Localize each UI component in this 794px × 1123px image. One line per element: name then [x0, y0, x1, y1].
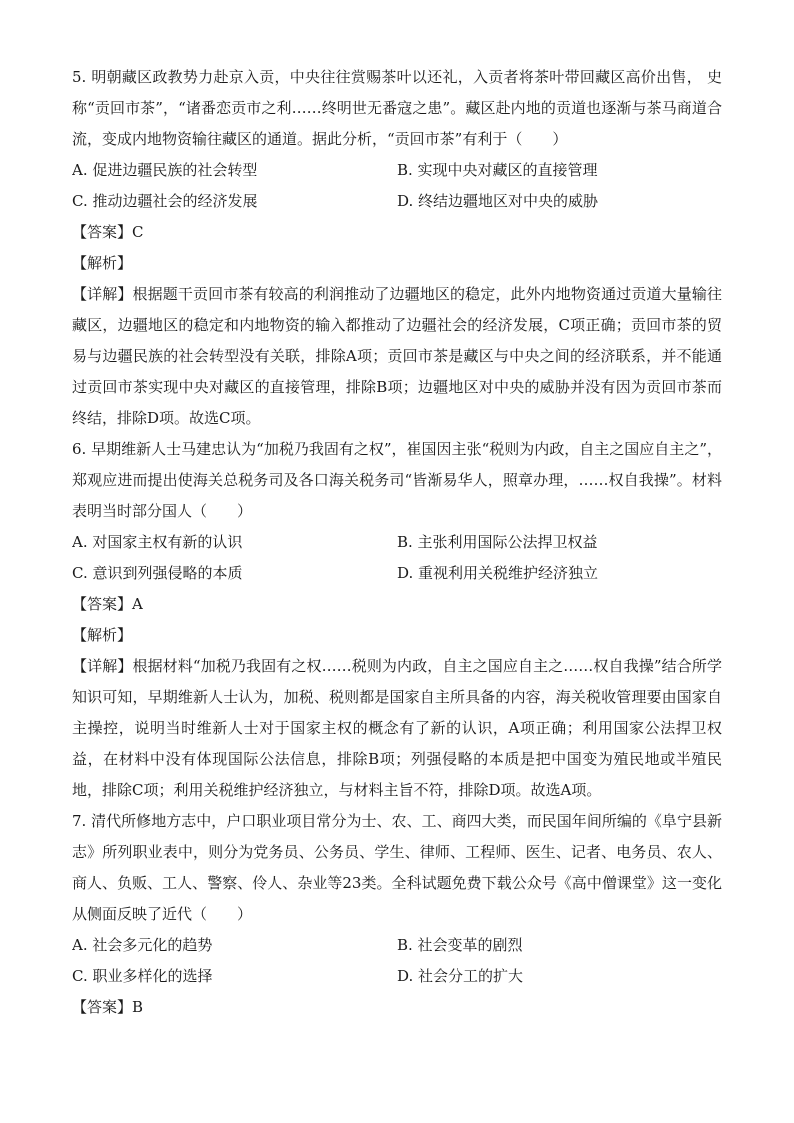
q6-detail — [72, 651, 722, 806]
q5-option-c: C. 推动边疆社会的经济发展 — [72, 192, 258, 210]
q7-option-c: C. 职业多样化的选择 — [72, 967, 213, 985]
detail-text: 根据材料“加税乃我固有之权……税则为内政，自主之国应自主之……权自我操”结合所学知识可知，早期维新人士认为，加税、税则都是国家自主所具备的内容，海关税收管理要由国家自主操控，说明当时维新人士对于国家主权的概念有了新的认识，A项正确；利用国家公法捍卫权益，在材料中没有体现国际公法信息，排除B项；列强侵略的本质是把中国变为殖民地或半殖民地，排除C项；利用关税维护经济独立，与材料主旨不符，排除D项。故选A项。 — [72, 657, 722, 799]
answer-value: C — [132, 223, 144, 241]
detail-label: 【详解】 — [72, 285, 133, 303]
q6-option-d: D. 重视利用关税维护经济独立 — [397, 564, 599, 582]
q5-detail — [72, 279, 722, 434]
question-5-stem: 5. 明朝藏区政教势力赴京入贡，中央往往赏赐茶叶以还礼，入贡者将茶叶带回藏区高价出售， 史称“贡回市茶”，“诸番恋贡市之利……终明世无番寇之患”。藏区赴内地的贡道也逐渐与茶马商道合流，变成内地物资输往藏区的通道。据此分析，“贡回市茶”有利于（ ） — [72, 68, 722, 148]
document-content — [72, 62, 722, 1023]
q7-option-d: D. 社会分工的扩大 — [397, 967, 524, 985]
answer-label: 【答案】 — [72, 998, 133, 1016]
q7-option-a: A. 社会多元化的趋势 — [72, 936, 213, 954]
q7-answer — [72, 992, 722, 1023]
question-6-options — [72, 527, 722, 589]
answer-value: B — [132, 998, 144, 1016]
detail-text: 根据题干贡回市茶有较高的利润推动了边疆地区的稳定，此外内地物资通过贡道大量输往藏区，边疆地区的稳定和内地物资的输入都推动了边疆社会的经济发展，C项正确；贡回市茶的贸易与边疆民族的社会转型没有关联，排除A项；贡回市茶是藏区与中央之间的经济联系，并不能通过贡回市茶实现中央对藏区的直接管理，排除B项；边疆地区对中央的威胁并没有因为贡回市茶而终结，排除D项。故选C项。 — [72, 285, 722, 427]
q5-option-d: D. 终结边疆地区对中央的威胁 — [397, 192, 599, 210]
answer-label: 【答案】 — [72, 223, 133, 241]
question-6-stem: 6. 早期维新人士马建忠认为“加税乃我固有之权”，崔国因主张“税则为内政，自主之国应自主之”，郑观应进而提出使海关总税务司及各口海关税务司“皆渐易华人，照章办理，……权自我操”。材料表明当时部分国人（ ） — [72, 440, 722, 520]
question-7-stem: 7. 清代所修地方志中，户口职业项目常分为士、农、工、商四大类，而民国年间所编的《阜宁县新志》所列职业表中，则分为党务员、公务员、学生、律师、工程师、医生、记者、电务员、农人、商人、负贩、工人、警察、伶人、杂业等23类。全科试题免费下载公众号《高中僧课堂》这一变化从侧面反映了近代（ ） — [72, 812, 722, 923]
q5-analysis-label: 【解析】 — [72, 254, 133, 272]
q5-answer — [72, 217, 722, 248]
q5-option-b: B. 实现中央对藏区的直接管理 — [397, 161, 598, 179]
q5-option-a: A. 促进边疆民族的社会转型 — [72, 161, 258, 179]
q7-option-b: B. 社会变革的剧烈 — [397, 936, 523, 954]
detail-label: 【详解】 — [72, 657, 133, 675]
answer-label: 【答案】 — [72, 595, 133, 613]
question-5-options — [72, 155, 722, 217]
q6-option-a: A. 对国家主权有新的认识 — [72, 533, 243, 551]
q6-option-c: C. 意识到列强侵略的本质 — [72, 564, 243, 582]
answer-value: A — [132, 595, 143, 613]
q6-option-b: B. 主张利用国际公法捍卫权益 — [397, 533, 598, 551]
q6-analysis-label: 【解析】 — [72, 626, 133, 644]
question-7-options — [72, 930, 722, 992]
q6-answer — [72, 589, 722, 620]
